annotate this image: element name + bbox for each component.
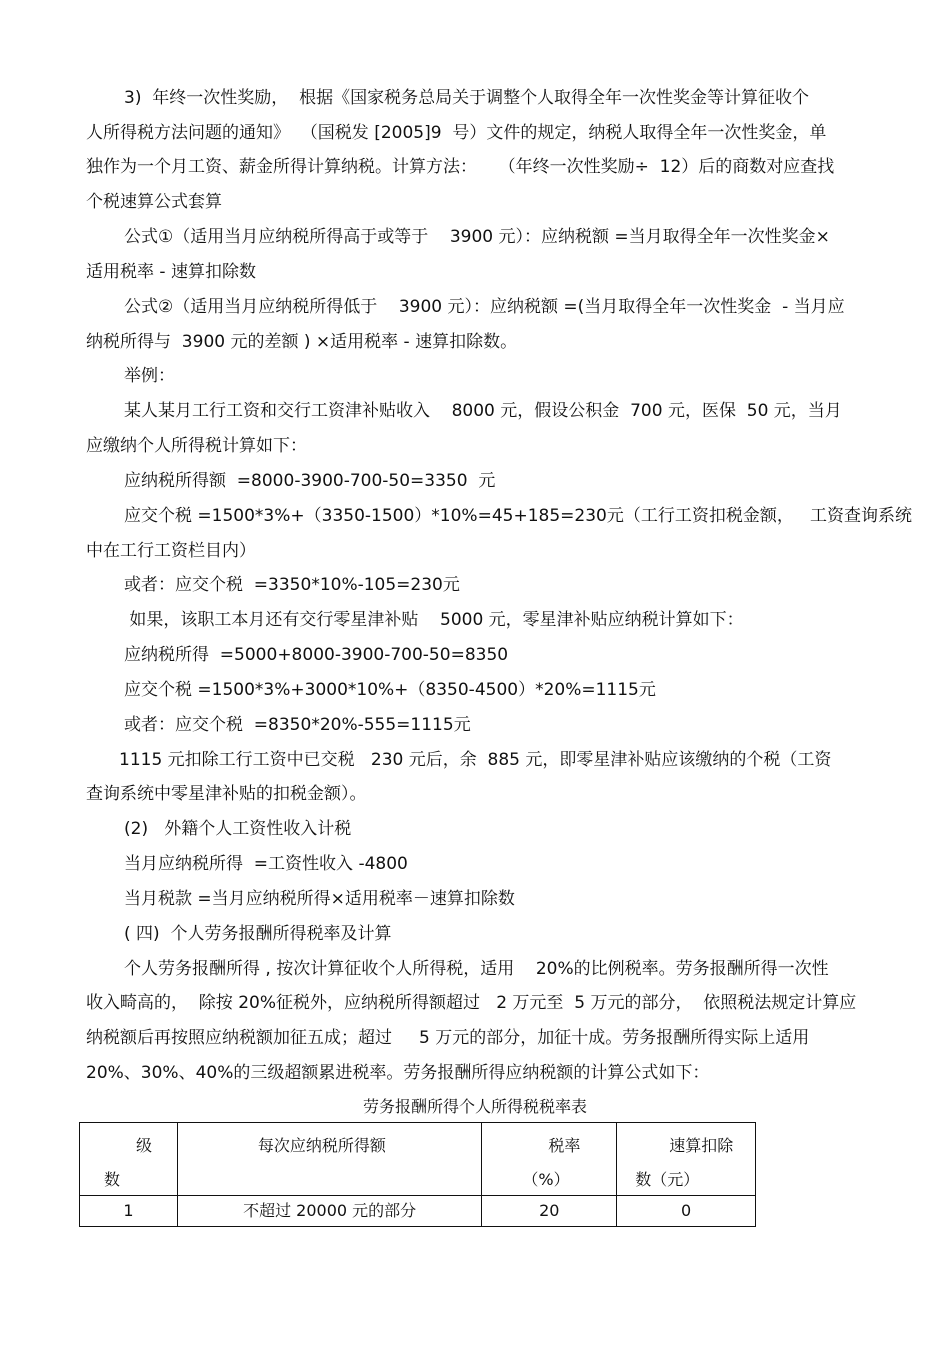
paragraph-line: 应交个税 =1500*3%+（3350-1500）*10%=45+185=230元（工行工资扣税金额， 工资查询系统 — [124, 506, 913, 526]
header-rate: 税率 （%） — [482, 1123, 617, 1196]
paragraph-line: ( 四) 个人劳务报酬所得税率及计算 — [124, 924, 392, 944]
cell-rate: 20 — [482, 1196, 617, 1227]
header-level: 级 数 — [80, 1123, 178, 1196]
paragraph-line: 纳税所得与 3900 元的差额 ) ×适用税率 - 速算扣除数。 — [86, 332, 518, 352]
paragraph-line: 或者：应交个税 =8350*20%-555=1115元 — [124, 715, 471, 735]
paragraph-line: 人所得税方法问题的通知》 （国税发 [2005]9 号）文件的规定，纳税人取得全年一次性奖金，单 — [86, 123, 827, 143]
paragraph-line: 应纳税所得 =5000+8000-3900-700-50=8350 — [124, 645, 509, 665]
paragraph-line: 20%、30%、40%的三级超额累进税率。劳务报酬所得应纳税额的计算公式如下： — [86, 1063, 710, 1083]
paragraph-line: 纳税额后再按照应纳税额加征五成；超过 5 万元的部分，加征十成。劳务报酬所得实际上适用 — [86, 1028, 810, 1048]
paragraph-line: (2) 外籍个人工资性收入计税 — [124, 819, 352, 839]
paragraph-line: 公式②（适用当月应纳税所得低于 3900 元）：应纳税额 =(当月取得全年一次性奖金 - 当月应 — [124, 297, 845, 317]
table-caption: 劳务报酬所得个人所得税税率表 — [362, 1097, 587, 1116]
cell-range: 不超过 20000 元的部分 — [177, 1196, 482, 1227]
cell-deduction: 0 — [617, 1196, 756, 1227]
paragraph-line: 收入畸高的， 除按 20%征税外，应纳税所得额超过 2 万元至 5 万元的部分， 依照税法规定计算应 — [86, 993, 857, 1013]
paragraph-line: 当月应纳税所得 =工资性收入 -4800 — [124, 854, 408, 874]
paragraph-line: 中在工行工资栏目内） — [86, 541, 256, 561]
paragraph-line: 独作为一个月工资、薪金所得计算纳税。计算方法： （年终一次性奖励÷ 12）后的商数对应查找 — [86, 157, 835, 177]
paragraph-line: 或者：应交个税 =3350*10%-105=230元 — [124, 575, 460, 595]
paragraph-line: 举例： — [124, 366, 175, 386]
tax-rate-table — [79, 1122, 756, 1227]
paragraph-line: 3) 年终一次性奖励， 根据《国家税务总局关于调整个人取得全年一次性奖金等计算征收个 — [124, 88, 810, 108]
paragraph-line: 适用税率 - 速算扣除数 — [86, 262, 256, 282]
paragraph-line: 当月税款 =当月应纳税所得×适用税率－速算扣除数 — [124, 889, 515, 909]
paragraph-line: 某人某月工行工资和交行工资津补贴收入 8000 元，假设公积金 700 元，医保 50 元，当月 — [124, 401, 842, 421]
header-deduction: 速算扣除 数（元） — [617, 1123, 756, 1196]
paragraph-line: 应缴纳个人所得税计算如下： — [86, 436, 307, 456]
table-header-row — [80, 1123, 756, 1196]
paragraph-line: 个人劳务报酬所得 , 按次计算征收个人所得税，适用 20%的比例税率。劳务报酬所得一次性 — [124, 959, 829, 979]
paragraph-line: 公式①（适用当月应纳税所得高于或等于 3900 元）：应纳税额 =当月取得全年一次性奖金× — [124, 227, 830, 247]
paragraph-line: 个税速算公式套算 — [86, 192, 222, 212]
table-row — [80, 1196, 756, 1227]
paragraph-line: 如果，该职工本月还有交行零星津补贴 5000 元，零星津补贴应纳税计算如下： — [124, 610, 744, 630]
paragraph-line: 查询系统中零星津补贴的扣税金额）。 — [86, 784, 367, 804]
cell-level: 1 — [80, 1196, 178, 1227]
paragraph-line: 应纳税所得额 =8000-3900-700-50=3350 元 — [124, 471, 496, 491]
header-range: 每次应纳税所得额 — [177, 1123, 482, 1196]
paragraph-line: 1115 元扣除工行工资中已交税 230 元后，余 885 元，即零星津补贴应该缴纳的个税（工资 — [119, 750, 832, 770]
paragraph-line: 应交个税 =1500*3%+3000*10%+（8350-4500）*20%=1115元 — [124, 680, 656, 700]
